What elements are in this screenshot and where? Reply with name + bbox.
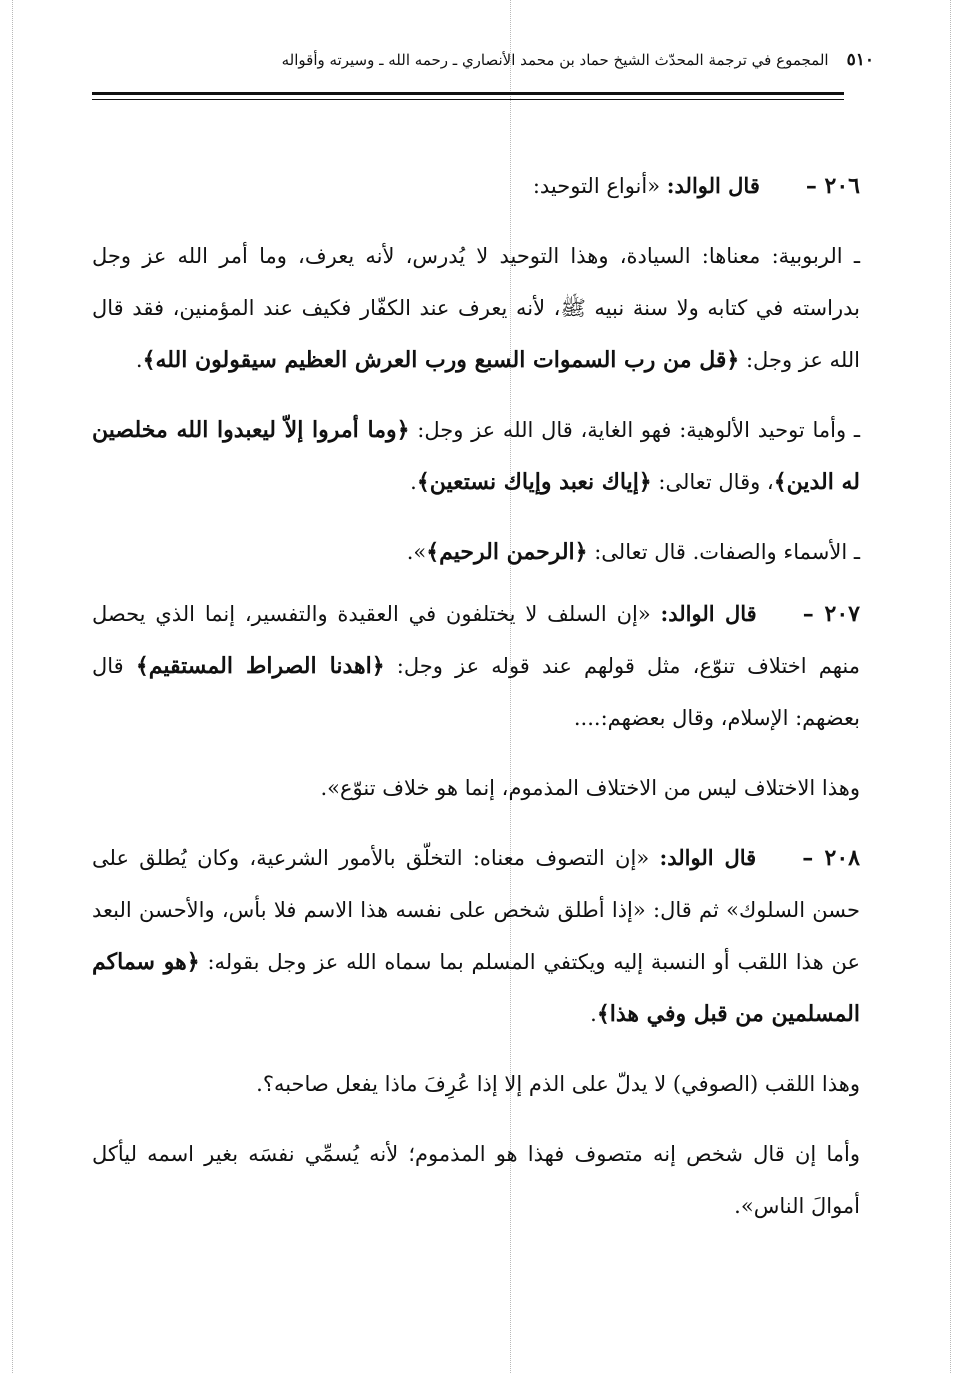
paragraph-end: . [590, 1002, 597, 1026]
paragraph-text: وهذا الاختلاف ليس من الاختلاف المذموم، إنما هو خلاف تنوّع». [320, 776, 860, 800]
page-edge-dots [12, 0, 13, 1373]
paragraph-text: «إن السلف لا يختلفون في العقيدة والتفسير، إنما الذي يحصل منهم اختلاف تنوّع، مثل قولهم عند قوله عز وجل: [92, 602, 860, 678]
quran-quote: ﴿قل من رب السموات السبع ورب العرش العظيم سيقولون الله﴾ [142, 347, 740, 373]
entry-intro: «أنواع التوحيد: [532, 174, 661, 198]
page-body [92, 160, 860, 1250]
entry-207-followup [92, 762, 860, 814]
entry-206-rububiyya [92, 230, 860, 386]
header-rule-thick [92, 92, 844, 95]
paragraph-text: ـ وأما توحيد الألوهية: فهو الغاية، قال الله عز وجل: [417, 418, 860, 442]
page-header [170, 40, 874, 80]
entry-heading: قال الوالد: [666, 173, 760, 198]
paragraph-text: قال بعضهم: الإسلام، وقال بعضهم:.... [92, 654, 860, 730]
quran-quote: ﴿الرحمن الرحيم﴾ [426, 539, 588, 565]
entry-number: ٢٠٧ – [802, 601, 860, 627]
running-title: المجموع في ترجمة المحدّث الشيخ حماد بن محمد الأنصاري ـ رحمه الله ـ وسيرته وأقواله [281, 51, 829, 69]
entry-206-uluhiyya [92, 404, 860, 508]
paragraph-end: . [410, 470, 417, 494]
quran-quote: ﴿هو سماكم المسلمين من قبل وفي هذا﴾ [92, 949, 860, 1027]
entry-heading: قال الوالد: [659, 845, 757, 870]
entry-208-followup-2 [92, 1128, 860, 1232]
entry-heading: قال الوالد: [660, 601, 757, 626]
paragraph-text: وهذا اللقب (الصوفي) لا يدلّ على الذم إلا إذا عُرِفَ ماذا يفعل صاحبه؟. [256, 1072, 860, 1096]
entry-206-heading [92, 160, 860, 212]
quran-quote: ﴿إياك نعبد وإياك نستعين﴾ [416, 469, 652, 495]
page-number: ٥١٠ [846, 50, 874, 70]
paragraph-text: ، وقال تعالى: [658, 470, 774, 494]
quran-quote: ﴿اهدنا الصراط المستقيم﴾ [135, 653, 385, 679]
entry-number: ٢٠٦ – [805, 173, 860, 199]
paragraph-text: ـ الربوبية: معناها: السيادة، وهذا التوحيد لا يُدرس، لأنه يعرف، وما أمر الله عز وجل بدراسته في كتابه ولا سنة نبيه ﷺ، لأنه يعرف عند الكفّار فكيف عند المؤمنين، فقد قال الله عز وجل: [92, 244, 860, 372]
entry-206-names [92, 526, 860, 578]
quran-quote: ﴿وما أمروا إلاّ ليعبدوا الله مخلصين له الدين﴾ [92, 417, 860, 495]
entry-number: ٢٠٨ – [802, 845, 860, 871]
entry-207 [92, 588, 860, 744]
paragraph-end: ». [406, 540, 427, 564]
paragraph-text: «إن التصوف معناه: التخلّق بالأمور الشرعية، وكان يُطلق على حسن السلوك» ثم قال: «إذا أطلق شخص على نفسه هذا الاسم فلا بأس، والأحسن البعد عن هذا اللقب أو النسبة إليه ويكتفي المسلم بما سماه الله عز وجل بقوله: [92, 846, 860, 974]
entry-208 [92, 832, 860, 1040]
header-rule-thin [92, 99, 844, 100]
entry-208-followup-1 [92, 1058, 860, 1110]
paragraph-end: . [135, 348, 143, 372]
page-edge-dots [950, 0, 951, 1373]
paragraph-text: ـ الأسماء والصفات. قال تعالى: [594, 540, 860, 564]
paragraph-text: وأما إن قال شخص إنه متصوف فهذا هو المذموم؛ لأنه يُسمِّي نفسَه بغير اسمه ليأكل أموالَ الناس». [92, 1142, 860, 1218]
